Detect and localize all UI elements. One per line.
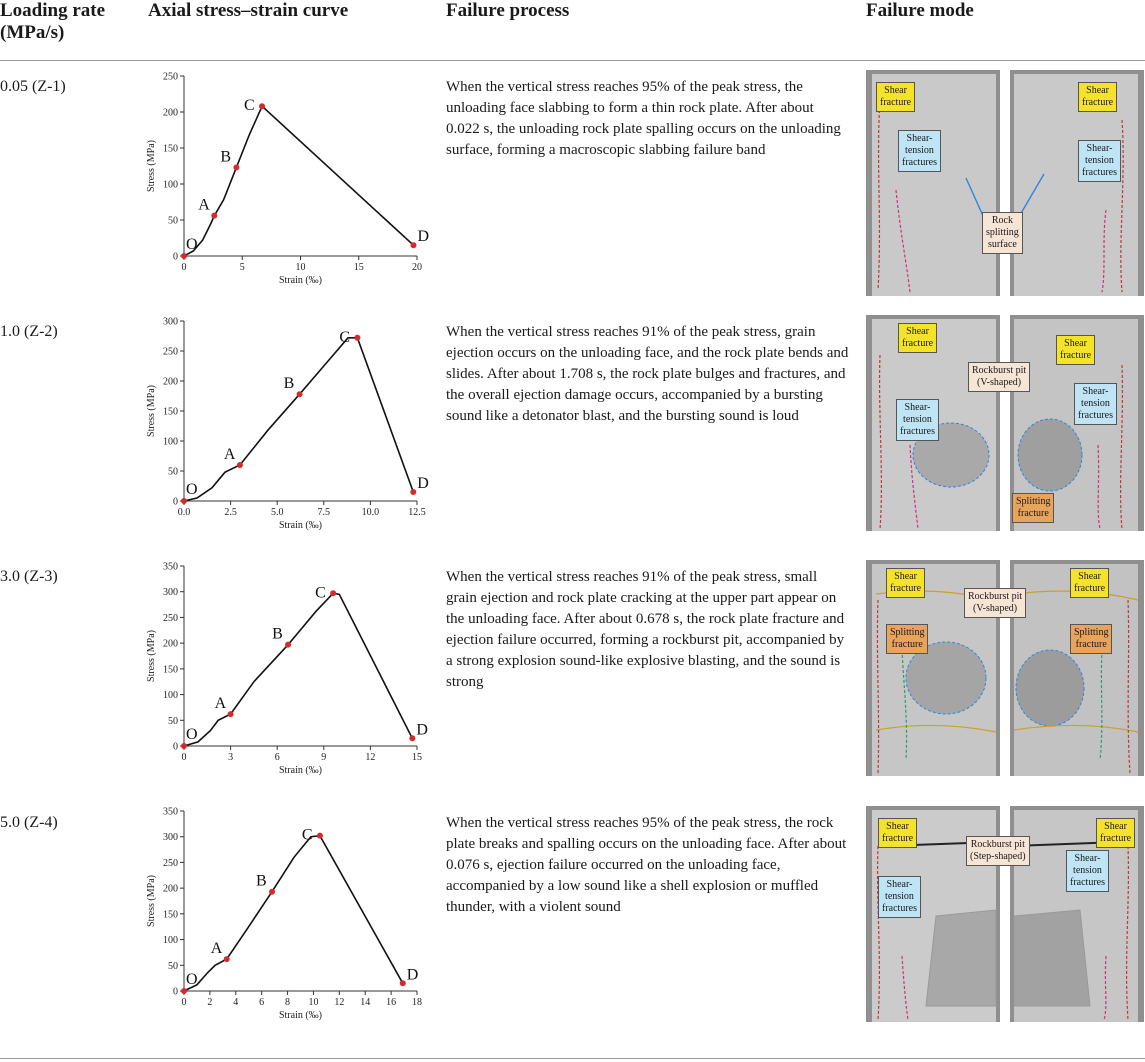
row2-right-st-line1: Shear- (1082, 386, 1109, 397)
row1-right-st-line3: fractures (1082, 167, 1117, 178)
point-c (330, 590, 336, 596)
row3-failure-process: When the vertical stress reaches 91% of the peak stress, small grain ejection and rock plate cracking at the upper part appear on the unloading face. After about 0.678 s, the rock plate fracture and ejection failure occurred, forming a rockburst pit, accompanied by a strong explosion sound-like explosive blasting, and the sound is strong (446, 569, 845, 690)
row3-left-shear-line1: Shear (894, 571, 917, 582)
row3-center-line1: Rockburst pit (968, 591, 1023, 602)
y-tick-label: 200 (163, 107, 178, 119)
y-tick-label: 150 (163, 909, 178, 921)
x-tick-label: 6 (274, 752, 280, 763)
stress-strain-curve (184, 836, 403, 991)
row4-left-shear-tension-label (878, 876, 921, 918)
row2-left-st-line3: fractures (900, 426, 935, 437)
row1-right-shear-tension-label (1078, 140, 1121, 182)
row2-center-line1: Rockburst pit (972, 365, 1027, 376)
row4-photo-right (1010, 806, 1144, 1032)
point-label-a: A (198, 196, 210, 214)
y-tick-label: 0 (173, 251, 178, 263)
point-b (233, 164, 239, 170)
row2-left-shear-label (898, 323, 937, 353)
row1-right-st-line1: Shear- (1086, 143, 1113, 154)
point-a (224, 956, 230, 962)
row1-left-st-line3: fractures (902, 157, 937, 168)
y-axis-label: Stress (MPa) (146, 630, 157, 682)
row2-right-shear-line1: Shear (1064, 338, 1087, 349)
row1-photo-left (866, 70, 1000, 296)
y-tick-label: 200 (163, 376, 178, 388)
y-axis-label: Stress (MPa) (146, 140, 157, 192)
row3-left-sp-line2: fracture (891, 639, 923, 650)
y-tick-label: 200 (163, 883, 178, 895)
row2-right-st-line2: tension (1081, 398, 1110, 409)
x-tick-label: 6 (259, 997, 265, 1008)
y-tick-label: 100 (163, 179, 178, 191)
row4-left-shear-label (878, 818, 917, 848)
y-tick-label: 350 (163, 561, 178, 573)
stress-strain-curve (184, 593, 412, 746)
row2-photo-left (866, 315, 1000, 541)
x-tick-label: 0.0 (177, 507, 191, 518)
row4-left-st-line1: Shear- (886, 879, 913, 890)
point-o (181, 988, 187, 994)
row1-failure-process: When the vertical stress reaches 95% of the peak stress, the unloading face slabbing to form a thin rock plate. After about 0.022 s, the unloading rock plate spalling occurs on the unloading surface, forming a macroscopic slabbing failure band (446, 79, 841, 158)
stress-strain-chart-z2 (140, 315, 440, 535)
row3-right-sp-line2: fracture (1075, 639, 1107, 650)
point-label-o: O (186, 971, 198, 988)
y-tick-label: 350 (163, 806, 178, 818)
x-tick-label: 3 (228, 752, 234, 763)
x-tick-label: 15 (412, 752, 422, 763)
row2-rockburst-pit-label (968, 362, 1030, 392)
point-label-d: D (417, 475, 429, 492)
point-d (400, 980, 406, 986)
x-axis-label: Strain (‰) (278, 275, 323, 286)
row1-left-shear-line2: fracture (880, 97, 912, 108)
x-tick-label: 12 (334, 997, 345, 1008)
row2-failure-process: When the vertical stress reaches 91% of the peak stress, grain ejection occurs on the unloading face, and the rock plate bends and slides. After about 1.708 s, the rock plate bulges and fractures, and the overall ejection damage occurs, accompanied by a bursting sound like a detonator blast, and the bursting sound is loud (446, 324, 849, 424)
stress-strain-chart-z1 (140, 70, 440, 290)
row2-splitting-label (1012, 493, 1054, 523)
x-tick-label: 20 (412, 262, 422, 273)
row1-left-shear-line1: Shear (884, 85, 907, 96)
row2-right-shear-label (1056, 335, 1095, 365)
row4-loading-rate: 5.0 (Z-4) (0, 814, 58, 831)
x-tick-label: 18 (412, 997, 422, 1008)
row2-right-shear-tension-label (1074, 383, 1117, 425)
point-c (317, 833, 323, 839)
header-divider (0, 60, 1145, 61)
x-tick-label: 10 (295, 262, 306, 273)
point-o (181, 743, 187, 749)
x-tick-label: 10.0 (361, 507, 380, 518)
point-o (181, 253, 187, 259)
y-tick-label: 0 (173, 986, 178, 998)
stress-strain-chart-z4 (140, 805, 440, 1025)
header-loading-rate-line2: (MPa/s) (0, 22, 65, 43)
row4-failure-process: When the vertical stress reaches 95% of the peak stress, the rock plate breaks and spalling occurs on the unloading face. After about 0.076 s, ejection failure occurred on the unloading face, accompanied by a low sound like a shell explosion or muffled thunder, with a violent sound (446, 815, 847, 915)
row3-right-shear-line2: fracture (1074, 583, 1106, 594)
header-loading-rate-line1: Loading rate (0, 0, 106, 21)
point-label-d: D (416, 721, 428, 739)
point-label-b: B (272, 625, 283, 643)
point-c (259, 103, 265, 109)
y-tick-label: 150 (163, 664, 178, 676)
point-label-a: A (214, 695, 227, 713)
x-tick-label: 4 (233, 997, 239, 1008)
stress-strain-curve (184, 338, 413, 501)
point-a (211, 213, 217, 219)
row2-center-line2: (V-shaped) (977, 377, 1022, 388)
row2-splitting-line1: Splitting (1016, 496, 1051, 507)
point-b (285, 642, 291, 648)
row2-left-shear-line2: fracture (902, 338, 934, 349)
x-tick-label: 16 (386, 997, 397, 1008)
row2-loading-rate: 1.0 (Z-2) (0, 323, 58, 340)
point-a (228, 711, 234, 717)
row3-left-shear-label (886, 568, 925, 598)
stress-strain-curve (184, 106, 414, 256)
point-d (411, 242, 417, 248)
row3-right-shear-label (1070, 568, 1109, 598)
x-tick-label: 2.5 (224, 507, 237, 518)
point-d (410, 489, 416, 495)
header-stress-strain: Axial stress–strain curve (148, 0, 349, 21)
row3-rockburst-pit-label (964, 588, 1026, 618)
point-label-a: A (210, 940, 223, 958)
row3-center-line2: (V-shaped) (973, 603, 1018, 614)
row1-left-shear-tension-label (898, 130, 941, 172)
y-tick-label: 50 (168, 960, 178, 972)
point-label-o: O (186, 481, 198, 498)
y-tick-label: 200 (163, 638, 178, 650)
row3-photo-right (1010, 560, 1144, 786)
x-tick-label: 2 (207, 997, 213, 1008)
y-tick-label: 100 (163, 436, 178, 448)
row4-right-shear-tension-label (1066, 850, 1109, 892)
point-label-b: B (256, 872, 267, 890)
stress-strain-chart-z3 (140, 560, 440, 780)
row4-left-shear-line2: fracture (882, 833, 914, 844)
point-label-o: O (186, 236, 198, 253)
y-tick-label: 250 (163, 857, 178, 869)
row3-left-sp-line1: Splitting (890, 627, 925, 638)
y-tick-label: 50 (168, 466, 178, 478)
row1-center-line3: surface (987, 239, 1017, 250)
point-label-c: C (244, 97, 255, 115)
point-a (237, 462, 243, 468)
row3-left-splitting-label (886, 624, 928, 654)
row1-photo-right (1010, 70, 1144, 296)
header-failure-process: Failure process (446, 0, 570, 21)
row4-center-line1: Rockburst pit (970, 839, 1025, 850)
row4-right-shear-line2: fracture (1100, 833, 1132, 844)
row1-right-shear-line1: Shear (1086, 85, 1109, 96)
y-tick-label: 50 (168, 715, 178, 727)
row4-right-st-line1: Shear- (1074, 853, 1101, 864)
x-tick-label: 14 (360, 997, 371, 1008)
x-tick-label: 12.5 (408, 507, 426, 518)
header-failure-mode: Failure mode (866, 0, 974, 21)
y-tick-label: 150 (163, 143, 178, 155)
x-tick-label: 9 (321, 752, 327, 763)
y-tick-label: 100 (163, 935, 178, 947)
y-tick-label: 250 (163, 71, 178, 83)
row2-left-st-line1: Shear- (904, 402, 931, 413)
row2-left-st-line2: tension (903, 414, 932, 425)
row3-right-shear-line1: Shear (1078, 571, 1101, 582)
row1-center-line2: splitting (986, 227, 1019, 238)
row2-right-st-line3: fractures (1078, 410, 1113, 421)
row1-left-shear-label (876, 82, 915, 112)
x-axis-label: Strain (‰) (278, 765, 323, 776)
row1-right-st-line2: tension (1085, 155, 1114, 166)
y-tick-label: 250 (163, 346, 178, 358)
row3-left-shear-line2: fracture (890, 583, 922, 594)
point-label-a: A (223, 446, 236, 463)
row2-right-shear-line2: fracture (1060, 350, 1092, 361)
row4-right-st-line2: tension (1073, 865, 1102, 876)
row3-right-sp-line1: Splitting (1074, 627, 1109, 638)
point-label-d: D (417, 228, 430, 246)
y-tick-label: 250 (163, 612, 178, 624)
row4-left-shear-line1: Shear (886, 821, 909, 832)
point-label-c: C (301, 826, 313, 844)
row4-left-st-line2: tension (885, 891, 914, 902)
x-tick-label: 5.0 (270, 507, 284, 518)
point-label-c: C (339, 328, 351, 346)
point-b (297, 391, 303, 397)
x-axis-label: Strain (‰) (278, 1010, 323, 1021)
y-tick-label: 300 (163, 587, 178, 599)
row3-right-splitting-label (1070, 624, 1112, 654)
y-tick-label: 300 (163, 316, 178, 328)
point-d (409, 735, 415, 741)
x-tick-label: 8 (285, 997, 291, 1008)
row4-rockburst-pit-label (966, 836, 1030, 866)
point-o (181, 498, 187, 504)
row4-right-shear-label (1096, 818, 1135, 848)
x-tick-label: 7.5 (317, 507, 331, 518)
point-label-b: B (283, 375, 295, 393)
x-tick-label: 12 (365, 752, 376, 763)
point-label-b: B (220, 148, 232, 166)
point-b (269, 889, 275, 895)
point-label-d: D (406, 966, 419, 984)
row1-rock-splitting-label (982, 212, 1023, 254)
row2-splitting-line2: fracture (1017, 508, 1049, 519)
row1-left-st-line1: Shear- (906, 133, 933, 144)
point-label-c: C (315, 584, 326, 602)
header-loading-rate (0, 0, 105, 44)
row1-center-line1: Rock (991, 215, 1013, 226)
x-axis-label: Strain (‰) (278, 520, 323, 531)
row1-right-shear-label (1078, 82, 1117, 112)
row4-right-st-line3: fractures (1070, 877, 1105, 888)
row1-loading-rate: 0.05 (Z-1) (0, 78, 66, 95)
y-tick-label: 100 (163, 690, 178, 702)
y-tick-label: 50 (168, 215, 178, 227)
row2-photo-right (1010, 315, 1144, 541)
x-tick-label: 5 (239, 262, 245, 273)
y-axis-label: Stress (MPa) (146, 875, 157, 927)
x-tick-label: 0 (181, 262, 187, 273)
x-tick-label: 15 (353, 262, 364, 273)
table-bottom-rule (0, 1058, 1145, 1059)
row3-loading-rate: 3.0 (Z-3) (0, 568, 58, 585)
row4-center-line2: (Step-shaped) (970, 851, 1026, 862)
y-tick-label: 0 (173, 741, 178, 753)
row2-left-shear-tension-label (896, 399, 939, 441)
y-tick-label: 300 (163, 832, 178, 844)
row4-right-shear-line1: Shear (1104, 821, 1127, 832)
point-label-o: O (186, 726, 198, 743)
x-tick-label: 10 (308, 997, 319, 1008)
y-tick-label: 150 (163, 406, 178, 418)
row4-left-st-line3: fractures (882, 903, 917, 914)
x-tick-label: 0 (181, 752, 187, 763)
y-axis-label: Stress (MPa) (146, 385, 157, 437)
row1-right-shear-line2: fracture (1082, 97, 1114, 108)
row1-left-st-line2: tension (905, 145, 934, 156)
row2-left-shear-line1: Shear (906, 326, 929, 337)
x-tick-label: 0 (181, 997, 187, 1008)
y-tick-label: 0 (173, 496, 178, 508)
point-c (354, 335, 360, 341)
